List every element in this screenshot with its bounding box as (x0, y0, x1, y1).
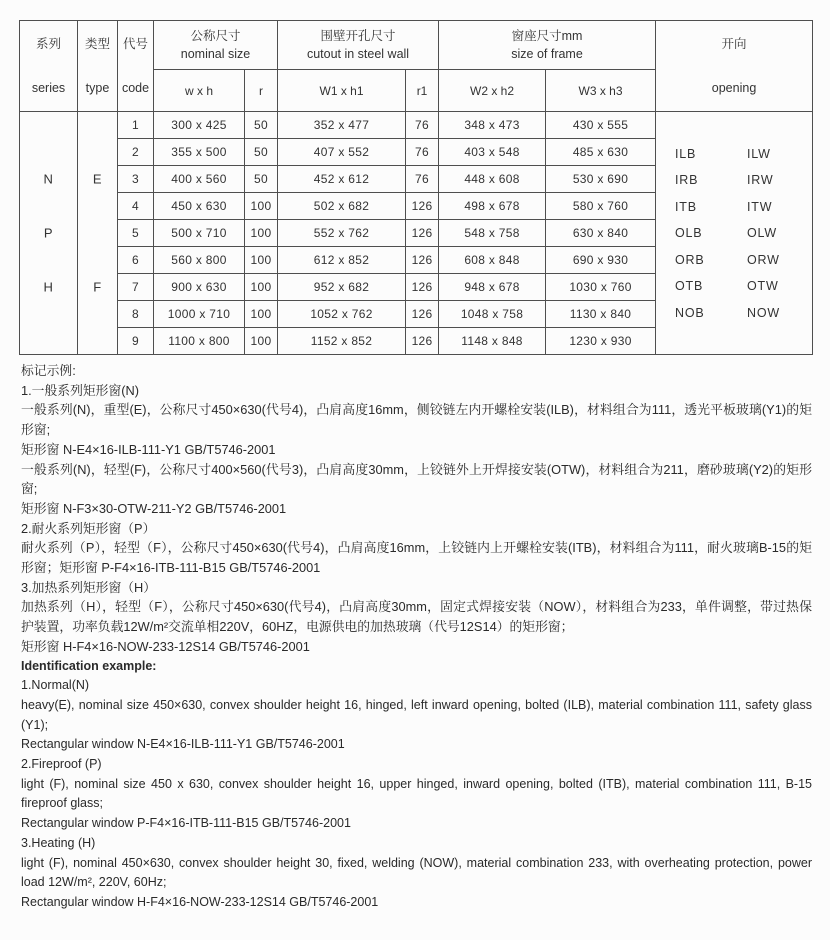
cell-w1h1: 1152 x 852 (278, 328, 406, 355)
cell-w2h2: 1148 x 848 (439, 328, 546, 355)
series-cell (20, 112, 78, 355)
note-line-en: 3.Heating (H) (21, 835, 96, 850)
note-line-zh-code: 矩形窗 N-F3×30-OTW-211-Y2 GB/T5746-2001 (21, 500, 287, 516)
header-opening-en: opening (711, 80, 757, 95)
opening-pair (675, 273, 793, 300)
cell-w3h3: 1130 x 840 (546, 301, 656, 328)
note-line-zh: 耐火系列（P），轻型（F），公称尺寸450×630(代号4)，凸肩高度16mm，上铰链内上开螺栓安装(ITB)，材料组合为111，耐火玻璃B-15的矩形窗；矩形窗 P-F4×16-ITB-111-B15 GB/T5746-2001 (21, 540, 812, 576)
note-line-zh: 一般系列(N)，轻型(F)，公称尺寸400×560(代号3)，凸肩高度30mm，上铰链外上开焊接安装(OTW)，材料组合为211，磨砂玻璃(Y2)的矩形窗; (21, 461, 812, 497)
cell-r: 50 (245, 166, 278, 193)
opening-code: IRB (675, 173, 699, 187)
cell-w1h1: 612 x 852 (278, 247, 406, 274)
opening-pair (675, 299, 793, 326)
cell-w2h2: 498 x 678 (439, 193, 546, 220)
notes-zh-title: 标记示例: (21, 363, 76, 378)
note-line-zh-code: 矩形窗 N-E4×16-ILB-111-Y1 GB/T5746-2001 (21, 441, 276, 457)
cell-code: 2 (118, 139, 154, 166)
cell-code: 1 (118, 112, 154, 139)
opening-code: ITB (675, 199, 697, 214)
note-line-en: heavy(E), nominal size 450×630, convex shoulder height 16, hinged, left inward opening, bolted (ILB), material combination 111, safety glass (Y1); (21, 697, 812, 732)
opening-code: OLW (747, 226, 777, 240)
cell-w1h1: 352 x 477 (278, 112, 406, 139)
cell-w1h1: 502 x 682 (278, 193, 406, 220)
cell-w3h3: 430 x 555 (546, 112, 656, 139)
header-cutout (278, 21, 439, 70)
header-type-en: type (85, 80, 110, 95)
opening-code: IRW (747, 173, 774, 187)
header-cutout-en: cutout in steel wall (306, 46, 410, 61)
cell-r1: 126 (406, 328, 439, 355)
series-label-n: N (43, 171, 54, 187)
cell-w3h3: 1030 x 760 (546, 274, 656, 301)
opening-code: NOW (747, 305, 780, 320)
cell-w2h2: 1048 x 758 (439, 301, 546, 328)
opening-code: ORW (747, 252, 780, 267)
note-line-en: light (F), nominal 450×630, convex shoulder height 30, fixed, welding (NOW), material combination 233, with overheating protection, power load 12W/m², 220V, 60Hz; (21, 855, 812, 890)
opening-pair (675, 220, 793, 247)
cell-r: 100 (245, 220, 278, 247)
cell-r1: 126 (406, 301, 439, 328)
header-type-zh: 类型 (84, 36, 110, 51)
cell-w3h3: 1230 x 930 (546, 328, 656, 355)
opening-code: ORB (675, 252, 705, 267)
cell-w1h1: 1052 x 762 (278, 301, 406, 328)
cell-r1: 126 (406, 247, 439, 274)
subheader-w3h3: W3 x h3 (546, 70, 656, 112)
cell-wxh: 560 x 800 (154, 247, 245, 274)
cell-code: 3 (118, 166, 154, 193)
note-line-en: 1.Normal(N) (21, 678, 90, 693)
header-code-en: code (121, 80, 150, 95)
header-series-en: series (31, 80, 66, 95)
cell-code: 9 (118, 328, 154, 355)
note-line-zh-code: 矩形窗 H-F4×16-NOW-233-12S14 GB/T5746-2001 (21, 638, 310, 654)
cell-r1: 76 (406, 112, 439, 139)
cell-r: 50 (245, 112, 278, 139)
opening-pair (675, 246, 793, 273)
cell-code: 6 (118, 247, 154, 274)
opening-codes-cell (656, 112, 813, 355)
cell-r1: 76 (406, 166, 439, 193)
opening-pair (675, 193, 793, 220)
subheader-r1: r1 (406, 70, 439, 112)
header-frame-size (439, 21, 656, 70)
note-line-zh: 1.一般系列矩形窗(N) (21, 382, 140, 398)
cell-w2h2: 948 x 678 (439, 274, 546, 301)
note-line-en-code: Rectangular window H-F4×16-NOW-233-12S14 GB/T5746-2001 (21, 894, 379, 909)
cell-r: 100 (245, 328, 278, 355)
type-cell (78, 112, 118, 355)
spec-table (19, 20, 813, 355)
cell-w3h3: 690 x 930 (546, 247, 656, 274)
cell-w3h3: 530 x 690 (546, 166, 656, 193)
subheader-wxh: w x h (154, 70, 245, 112)
header-type (78, 21, 118, 112)
cell-r1: 126 (406, 193, 439, 220)
note-line-en-code: Rectangular window N-E4×16-ILB-111-Y1 GB/T5746-2001 (21, 737, 345, 752)
opening-code: ILB (675, 146, 697, 161)
cell-r1: 126 (406, 274, 439, 301)
header-nominal-en: nominal size (180, 46, 251, 61)
cell-wxh: 1100 x 800 (154, 328, 245, 355)
cell-w2h2: 448 x 608 (439, 166, 546, 193)
cell-code: 8 (118, 301, 154, 328)
cell-code: 4 (118, 193, 154, 220)
cell-w3h3: 580 x 760 (546, 193, 656, 220)
note-line-zh: 加热系列（H），轻型（F），公称尺寸450×630(代号4)，凸肩高度30mm，固定式焊接安装（NOW），材料组合为233，单件调整，带过热保护装置，功率负载12W/m²交流单相220V，60HZ，电源供电的加热玻璃（代号12S14）的矩形窗； (21, 599, 812, 635)
header-opening-zh: 开向 (721, 36, 747, 51)
cell-code: 7 (118, 274, 154, 301)
header-nominal-size (154, 21, 278, 70)
cell-r: 50 (245, 139, 278, 166)
header-cutout-zh: 围壁开孔尺寸 (320, 28, 396, 43)
subheader-w2h2: W2 x h2 (439, 70, 546, 112)
cell-w3h3: 485 x 630 (546, 139, 656, 166)
notes-section (21, 361, 812, 913)
note-line-zh: 一般系列(N)，重型(E)，公称尺寸450×630(代号4)，凸肩高度16mm，侧铰链左内开螺栓安装(ILB)，材料组合为111，透光平板玻璃(Y1)的矩形窗; (21, 402, 812, 438)
cell-wxh: 500 x 710 (154, 220, 245, 247)
header-code (118, 21, 154, 112)
header-opening (656, 21, 813, 112)
header-nominal-zh: 公称尺寸 (190, 28, 241, 43)
cell-w2h2: 403 x 548 (439, 139, 546, 166)
cell-wxh: 400 x 560 (154, 166, 245, 193)
opening-code: NOB (675, 305, 705, 320)
cell-w2h2: 608 x 848 (439, 247, 546, 274)
header-code-zh: 代号 (122, 36, 148, 51)
notes-en-title: Identification example: (21, 658, 157, 673)
cell-r1: 126 (406, 220, 439, 247)
opening-pair (675, 140, 793, 167)
opening-code: OLB (675, 226, 703, 240)
cell-w1h1: 952 x 682 (278, 274, 406, 301)
cell-w2h2: 348 x 473 (439, 112, 546, 139)
note-line-zh: 2.耐火系列矩形窗（P） (21, 520, 156, 536)
cell-wxh: 355 x 500 (154, 139, 245, 166)
cell-r: 100 (245, 301, 278, 328)
header-series (20, 21, 78, 112)
cell-r1: 76 (406, 139, 439, 166)
opening-code: ILW (747, 146, 771, 161)
note-line-en: light (F), nominal size 450 x 630, convex shoulder height 16, upper hinged, inward opening, bolted (ITB), material combination 111, B-15 fireproof glass; (21, 776, 812, 811)
opening-code: OTB (675, 279, 704, 293)
cell-w1h1: 552 x 762 (278, 220, 406, 247)
opening-pair (675, 167, 793, 194)
note-line-en: 2.Fireproof (P) (21, 757, 102, 772)
cell-r: 100 (245, 274, 278, 301)
type-label-e: E (92, 171, 103, 187)
header-series-zh: 系列 (35, 36, 61, 51)
series-label-p: P (43, 225, 54, 241)
note-line-zh: 3.加热系列矩形窗（H） (21, 579, 157, 595)
type-label-f: F (93, 279, 102, 294)
series-label-h: H (43, 279, 54, 294)
cell-w1h1: 452 x 612 (278, 166, 406, 193)
opening-code: OTW (747, 279, 779, 293)
table-row (20, 112, 813, 139)
subheader-w1h1: W1 x h1 (278, 70, 406, 112)
cell-code: 5 (118, 220, 154, 247)
cell-wxh: 300 x 425 (154, 112, 245, 139)
opening-code: ITW (747, 199, 773, 214)
subheader-r: r (245, 70, 278, 112)
table-header-row-1 (20, 21, 813, 70)
cell-wxh: 900 x 630 (154, 274, 245, 301)
header-frame-zh: 窗座尺寸mm (511, 28, 583, 43)
cell-wxh: 1000 x 710 (154, 301, 245, 328)
cell-wxh: 450 x 630 (154, 193, 245, 220)
note-line-en-code: Rectangular window P-F4×16-ITB-111-B15 GB/T5746-2001 (21, 816, 351, 831)
cell-w1h1: 407 x 552 (278, 139, 406, 166)
cell-r: 100 (245, 193, 278, 220)
header-frame-en: size of frame (511, 46, 583, 61)
cell-r: 100 (245, 247, 278, 274)
cell-w3h3: 630 x 840 (546, 220, 656, 247)
cell-w2h2: 548 x 758 (439, 220, 546, 247)
